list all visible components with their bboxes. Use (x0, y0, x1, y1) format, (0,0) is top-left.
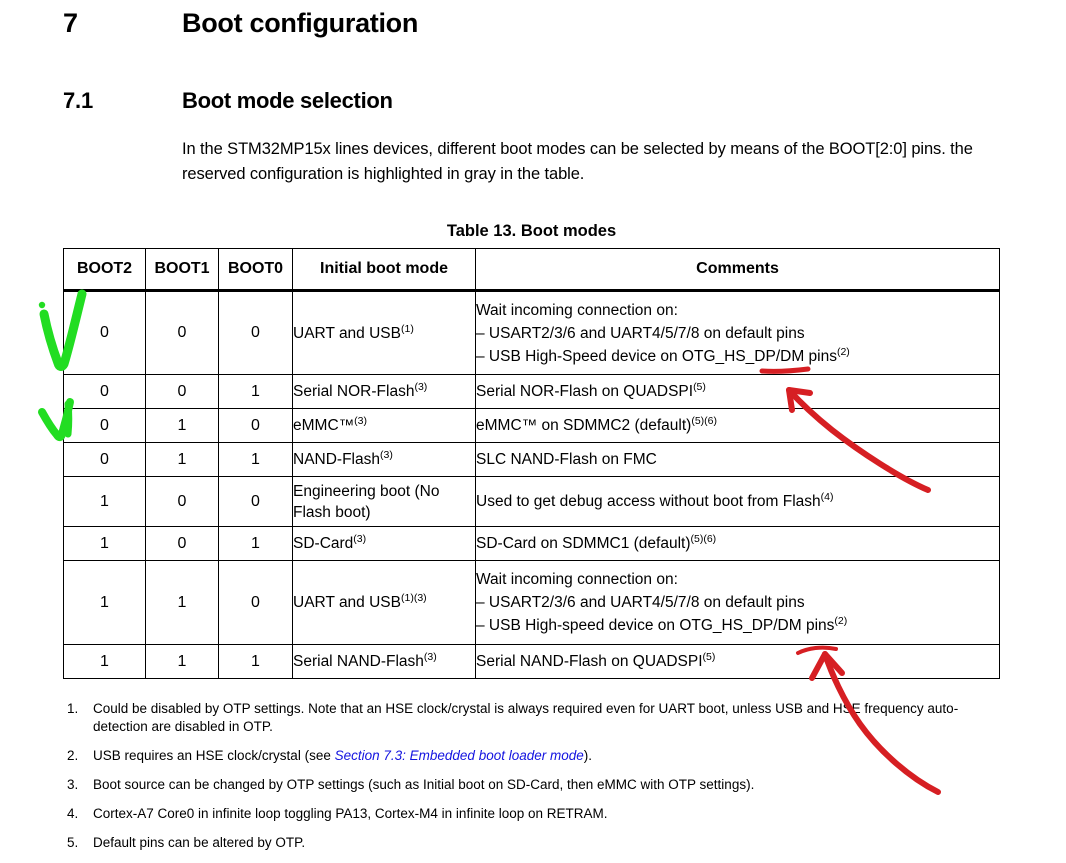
boot-mode-label: Serial NOR-Flash (293, 383, 415, 400)
comment-lines (476, 651, 999, 672)
cell-boot2: 0 (64, 409, 146, 443)
cell-boot1: 1 (146, 561, 219, 645)
comment-footnote-ref: (5)(6) (691, 414, 717, 427)
comment-text: Serial NOR-Flash on QUADSPI (476, 383, 694, 400)
cell-initial-boot-mode (293, 561, 476, 645)
cell-boot2: 1 (64, 477, 146, 527)
comment-line (476, 449, 999, 470)
comment-lines (476, 381, 999, 402)
table-row (64, 375, 1000, 409)
boot-mode-footnote-ref: (1)(3) (400, 591, 427, 604)
cell-initial-boot-mode (293, 645, 476, 679)
footnote-text-after: ). (583, 748, 593, 763)
boot-modes-table-wrapper (63, 248, 1000, 679)
boot-modes-table (63, 248, 1000, 679)
footnotes-list (63, 700, 1003, 863)
subsection-heading (63, 88, 1003, 114)
comment-line (476, 346, 999, 367)
table-body (64, 291, 1000, 679)
intro-paragraph: In the STM32MP15x lines devices, different boot modes can be selected by means of the BOOT[2:0] pins. the reserved configuration is highlighted in gray in the table. (182, 140, 973, 183)
cell-boot1: 0 (146, 291, 219, 375)
subsection-number: 7.1 (63, 88, 93, 113)
boot-mode-label: NAND-Flash (293, 451, 380, 468)
comment-line (476, 323, 999, 344)
comment-lines (476, 449, 999, 470)
comment-footnote-ref: (2) (836, 345, 850, 358)
footnote-item (63, 776, 1003, 794)
boot-mode-footnote-ref: (3) (354, 414, 367, 427)
footnote-item (63, 834, 1003, 852)
comment-text: SD-Card on SDMMC1 (default) (476, 535, 691, 552)
footnote-text-before: USB requires an HSE clock/crystal (see (93, 748, 335, 763)
comment-footnote-ref: (5) (693, 380, 706, 393)
section-heading (63, 8, 1003, 39)
footnote-cross-reference-link[interactable]: Section 7.3: Embedded boot loader mode (334, 748, 584, 763)
cell-boot1: 0 (146, 527, 219, 561)
cell-boot0: 0 (219, 561, 293, 645)
cell-boot0: 0 (219, 291, 293, 375)
comment-text: – USB High-Speed device on OTG_HS_DP/DM pins (476, 347, 837, 365)
comment-lines (476, 491, 999, 512)
cell-comments (476, 375, 1000, 409)
cell-boot2: 0 (64, 375, 146, 409)
comment-line (476, 615, 999, 636)
cell-boot0: 0 (219, 477, 293, 527)
cell-comments (476, 477, 1000, 527)
footnote-item (63, 805, 1003, 823)
cell-initial-boot-mode (293, 477, 476, 527)
cell-comments (476, 561, 1000, 645)
cell-boot0: 1 (219, 645, 293, 679)
column-header-boot2: BOOT2 (64, 249, 146, 291)
footnote-text: Boot source can be changed by OTP settings (such as Initial boot on SD-Card, then eMMC with OTP settings). (93, 777, 755, 792)
comment-line (476, 651, 999, 672)
subsection-title: Boot mode selection (182, 88, 393, 113)
cell-boot0: 1 (219, 527, 293, 561)
boot-mode-footnote-ref: (1) (400, 322, 414, 335)
comment-footnote-ref: (2) (834, 614, 848, 627)
comment-lines (476, 569, 999, 636)
boot-mode-label: UART and USB (293, 594, 401, 611)
footnote-number: 4. (67, 806, 79, 821)
footnote-text: Default pins can be altered by OTP. (93, 835, 306, 850)
cell-boot0: 0 (219, 409, 293, 443)
cell-initial-boot-mode (293, 527, 476, 561)
comment-text: – USB High-speed device on OTG_HS_DP/DM pins (476, 617, 835, 634)
cell-boot1: 0 (146, 375, 219, 409)
section-number: 7 (63, 8, 78, 38)
footnote-text: Cortex-A7 Core0 in infinite loop toggling PA13, Cortex-M4 in infinite loop on RETRAM. (93, 806, 608, 821)
table-row (64, 561, 1000, 645)
table-row (64, 409, 1000, 443)
footnote-number: 1. (67, 701, 79, 716)
cell-boot2: 0 (64, 291, 146, 375)
comment-text: eMMC™ on SDMMC2 (default) (476, 417, 692, 434)
comment-text: – USART2/3/6 and UART4/5/7/8 on default pins (476, 324, 805, 342)
comment-line (476, 300, 999, 321)
boot-mode-label: SD-Card (293, 535, 354, 552)
comment-text: Used to get debug access without boot from Flash (476, 493, 821, 510)
cell-boot1: 1 (146, 443, 219, 477)
footnote-number: 3. (67, 777, 79, 792)
cell-comments (476, 409, 1000, 443)
table-row (64, 477, 1000, 527)
table-row (64, 645, 1000, 679)
boot-mode-label: Serial NAND-Flash (293, 653, 424, 670)
cell-boot2: 1 (64, 561, 146, 645)
boot-mode-label: Engineering boot (No Flash boot) (293, 482, 440, 521)
comment-text: SLC NAND-Flash on FMC (476, 451, 657, 468)
cell-initial-boot-mode (293, 409, 476, 443)
comment-line (476, 491, 999, 512)
comment-footnote-ref: (5) (702, 650, 716, 663)
column-header-boot1: BOOT1 (146, 249, 219, 291)
comment-text: – USART2/3/6 and UART4/5/7/8 on default pins (476, 594, 805, 611)
cell-initial-boot-mode (293, 291, 476, 375)
boot-mode-footnote-ref: (3) (414, 380, 428, 393)
footnote-text (93, 747, 1003, 765)
cell-comments (476, 527, 1000, 561)
cell-boot2: 1 (64, 645, 146, 679)
footnote-item (63, 747, 1003, 765)
comment-line (476, 415, 999, 436)
cell-boot2: 0 (64, 443, 146, 477)
comment-footnote-ref: (5)(6) (690, 532, 717, 545)
cell-initial-boot-mode (293, 375, 476, 409)
comment-text: Wait incoming connection on: (476, 571, 678, 588)
boot-mode-footnote-ref: (3) (353, 532, 367, 545)
cell-boot2: 1 (64, 527, 146, 561)
table-row (64, 443, 1000, 477)
section-title: Boot configuration (182, 8, 419, 38)
comment-text: Serial NAND-Flash on QUADSPI (476, 653, 703, 670)
boot-mode-footnote-ref: (3) (423, 650, 437, 663)
comment-text: Wait incoming connection on: (476, 301, 678, 319)
column-header-boot0: BOOT0 (219, 249, 293, 291)
footnote-item (63, 700, 1003, 736)
cell-comments (476, 291, 1000, 375)
table-caption: Table 13. Boot modes (446, 222, 617, 240)
cell-boot0: 1 (219, 443, 293, 477)
boot-mode-label: eMMC™ (293, 417, 355, 434)
table-row (64, 291, 1000, 375)
comment-line (476, 592, 999, 613)
column-header-initial-boot-mode: Initial boot mode (293, 249, 476, 291)
comment-footnote-ref: (4) (820, 490, 834, 503)
comment-line (476, 533, 999, 554)
cell-boot1: 1 (146, 645, 219, 679)
table-row (64, 527, 1000, 561)
footnote-number: 2. (67, 748, 79, 763)
cell-boot0: 1 (219, 375, 293, 409)
cell-initial-boot-mode (293, 443, 476, 477)
cell-boot1: 1 (146, 409, 219, 443)
cell-comments (476, 645, 1000, 679)
comment-lines (476, 415, 999, 436)
footnote-number: 5. (67, 835, 79, 850)
cell-boot1: 0 (146, 477, 219, 527)
column-header-comments: Comments (476, 249, 1000, 291)
table-header-row (64, 249, 1000, 291)
boot-mode-label: UART and USB (293, 324, 401, 342)
comment-line (476, 569, 999, 590)
footnote-text: Could be disabled by OTP settings. Note that an HSE clock/crystal is always required even for UART boot, unless USB and HSE frequency auto-detection are disabled in OTP. (93, 701, 959, 734)
boot-mode-footnote-ref: (3) (379, 448, 393, 461)
comment-line (476, 381, 999, 402)
comment-lines (476, 300, 999, 367)
cell-comments (476, 443, 1000, 477)
comment-lines (476, 533, 999, 554)
